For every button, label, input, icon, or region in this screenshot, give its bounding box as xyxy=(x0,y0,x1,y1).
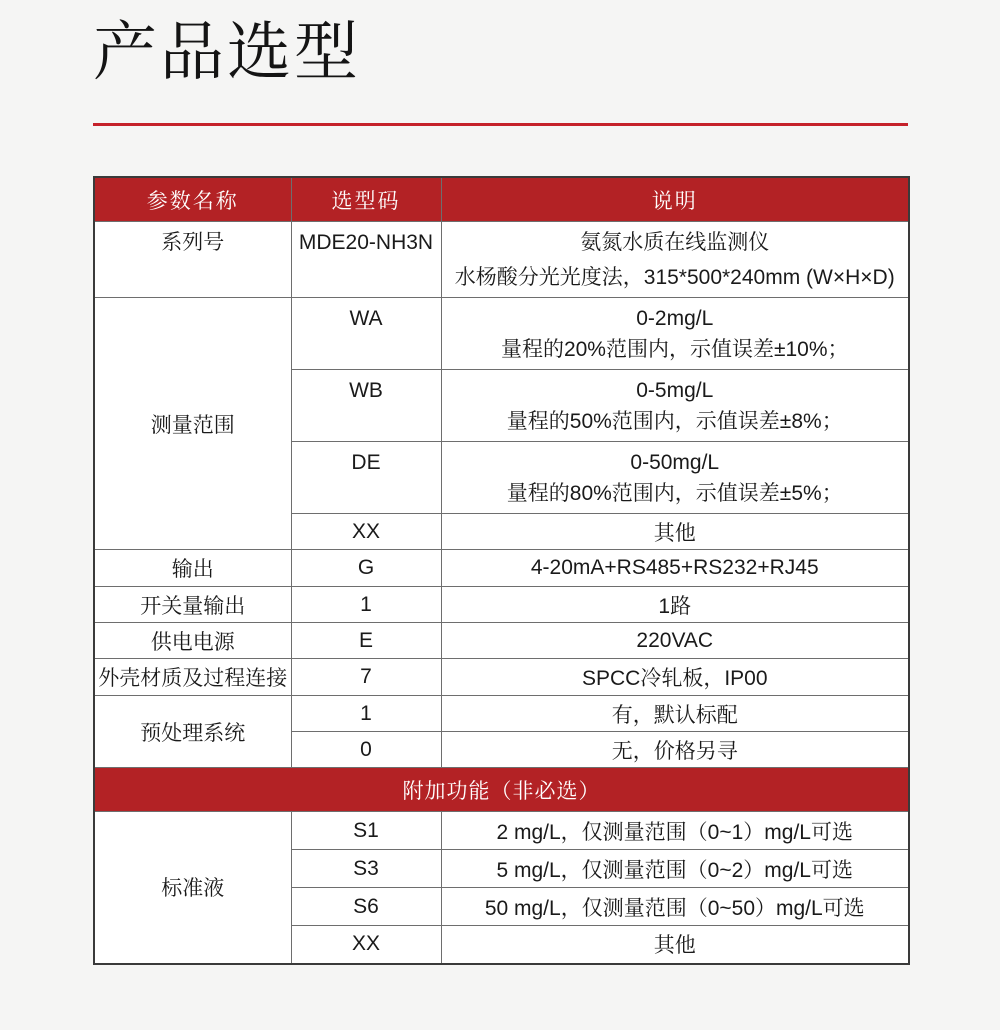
desc-cell-s1: 2 mg/L，仅测量范围（0~1）mg/L可选 xyxy=(441,812,909,850)
table-row-addon-banner xyxy=(94,768,909,812)
code-cell-series: MDE20-NH3N xyxy=(291,222,441,298)
desc-cell-power-supply: 220VAC xyxy=(441,623,909,659)
range-wb-line2: 量程的50%范围内，示值误差±8%； xyxy=(506,410,843,433)
desc-cell-output: 4-20mA+RS485+RS232+RJ45 xyxy=(441,550,909,587)
table-row-standard-s1 xyxy=(94,812,909,850)
desc-cell-housing: SPCC冷轧板，IP00 xyxy=(441,659,909,696)
range-wb-line1: 0-5mg/L xyxy=(636,379,714,402)
desc-cell-s6: 50 mg/L，仅测量范围（0~50）mg/L可选 xyxy=(441,888,909,926)
range-de-line1: 0-50mg/L xyxy=(630,451,720,474)
param-cell-output: 输出 xyxy=(94,550,291,587)
code-cell-power-supply: E xyxy=(291,623,441,659)
code-cell-output: G xyxy=(291,550,441,587)
code-cell-housing: 7 xyxy=(291,659,441,696)
header-description: 说明 xyxy=(441,177,909,222)
desc-cell-pretreatment-1: 有，默认标配 xyxy=(441,696,909,732)
desc-cell-de xyxy=(441,442,909,514)
code-cell-standard-xx: XX xyxy=(291,926,441,964)
param-cell-switch-output: 开关量输出 xyxy=(94,587,291,623)
title-divider xyxy=(93,123,908,126)
desc-cell-wb xyxy=(441,370,909,442)
code-cell-de: DE xyxy=(291,442,441,514)
param-cell-pretreatment: 预处理系统 xyxy=(94,696,291,768)
series-desc-line2: 水杨酸分光光度法，315*500*240mm (W×H×D) xyxy=(454,266,895,289)
desc-cell-series xyxy=(441,222,909,298)
range-wa-line1: 0-2mg/L xyxy=(636,307,714,330)
code-cell-switch-output: 1 xyxy=(291,587,441,623)
code-cell-wb: WB xyxy=(291,370,441,442)
table-row-housing xyxy=(94,659,909,696)
product-selection-table xyxy=(93,176,910,965)
table-row-switch-output xyxy=(94,587,909,623)
desc-cell-switch-output: 1路 xyxy=(441,587,909,623)
code-cell-pretreatment-0: 0 xyxy=(291,732,441,768)
table-row-pretreatment-1 xyxy=(94,696,909,732)
desc-cell-range-xx: 其他 xyxy=(441,514,909,550)
code-cell-s1: S1 xyxy=(291,812,441,850)
desc-cell-pretreatment-0: 无，价格另寻 xyxy=(441,732,909,768)
table-row-power-supply xyxy=(94,623,909,659)
table-row-range-wa xyxy=(94,298,909,370)
code-cell-s6: S6 xyxy=(291,888,441,926)
range-wa-line2: 量程的20%范围内，示值误差±10%； xyxy=(500,338,849,361)
page-title: 产品选型 xyxy=(93,16,361,88)
param-cell-series: 系列号 xyxy=(94,222,291,298)
param-cell-housing: 外壳材质及过程连接 xyxy=(94,659,291,696)
table-header-row xyxy=(94,177,909,222)
range-de-line2: 量程的80%范围内，示值误差±5%； xyxy=(506,482,843,505)
code-cell-range-xx: XX xyxy=(291,514,441,550)
desc-cell-wa xyxy=(441,298,909,370)
code-cell-s3: S3 xyxy=(291,850,441,888)
series-desc-line1: 氨氮水质在线监测仪 xyxy=(580,231,770,254)
header-parameter-name: 参数名称 xyxy=(94,177,291,222)
table-row-series xyxy=(94,222,909,298)
desc-cell-s3: 5 mg/L，仅测量范围（0~2）mg/L可选 xyxy=(441,850,909,888)
addon-banner-cell: 附加功能（非必选） xyxy=(94,768,909,812)
header-selection-code: 选型码 xyxy=(291,177,441,222)
code-cell-pretreatment-1: 1 xyxy=(291,696,441,732)
table-row-output xyxy=(94,550,909,587)
param-cell-measuring-range: 测量范围 xyxy=(94,298,291,550)
param-cell-standard-liquid: 标准液 xyxy=(94,812,291,964)
desc-cell-standard-xx: 其他 xyxy=(441,926,909,964)
param-cell-power-supply: 供电电源 xyxy=(94,623,291,659)
code-cell-wa: WA xyxy=(291,298,441,370)
